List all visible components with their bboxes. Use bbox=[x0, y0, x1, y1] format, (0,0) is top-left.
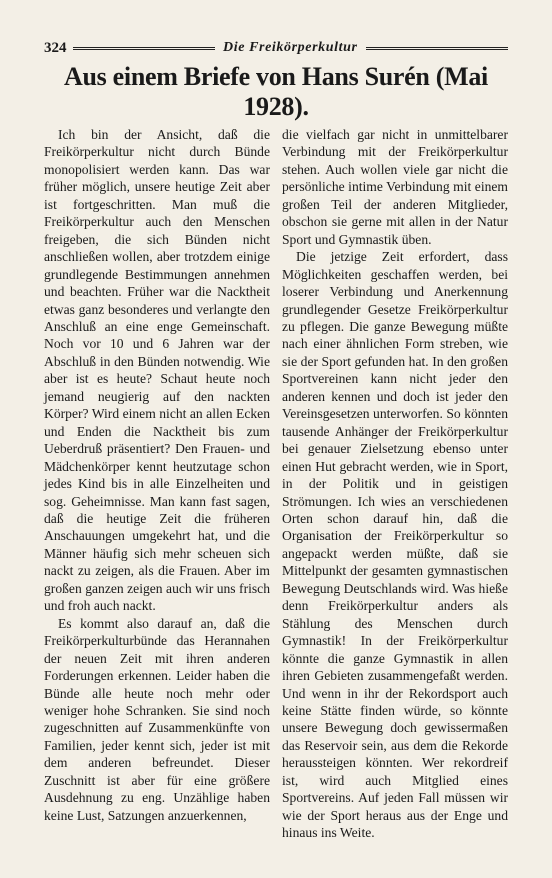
paragraph: die vielfach gar nicht in unmittelbarer Verbindung mit der Freikörperkultur stehen. Auch wollen viele gar nicht die persönliche intime Verbindung mit einem großen Teil der anderen Mitglieder, obschon sie gerne mit allen in der Natur Sport und Gymnastik üben. bbox=[282, 127, 508, 247]
left-column bbox=[44, 126, 270, 842]
paragraph: Es kommt also darauf an, daß die Freikörperkulturbünde das Herannahen der neuen Zeit mit ihren anderen Forderungen erkennen. Leider haben die Bünde alle heute noch mehr oder weniger hohe Schranken. Sie sind noch zugeschnitten auf Zusammenkünfte von Familien, jeder kennt sich, jeder ist mit dem anderen befreundet. Dieser Zuschnitt ist aber für eine größere Ausdehnung zu eng. Unzählige haben keine Lust, Satzungen anzuerkennen, bbox=[44, 615, 270, 823]
header-rule-right bbox=[366, 47, 509, 50]
article-body bbox=[44, 126, 508, 842]
running-head bbox=[44, 38, 508, 58]
paragraph: Ich bin der Ansicht, daß die Freikörperkultur nicht durch Bünde monopolisiert werden kann. Das war früher möglich, unsere heutige Zeit aber ist fortgeschritten. Man muß die Freikörperkultur auch den Menschen freigeben, die sich Bünden nicht anschließen wollen, aber trotzdem einige grundlegende Bestimmungen annehmen und beachten. Früher war die Nacktheit etwas ganz besonderes und verlangte den Anschluß an eine enge Gemeinschaft. Noch vor 10 und 6 Jahren war der Abschluß in den Bünden notwendig. Wie aber ist es heute? Schaut heute noch jemand neugierig auf den nackten Körper? Wird einem nicht an allen Ecken und Enden die Nacktheit bis zum Ueberdruß präsentiert? Den Frauen- und Mädchenkörper kennt heutzutage schon jedes Kind bis in alle Einzelheiten und sog. Geheimnisse. Man kann fast sagen, daß die heutige Zeit die früheren Anschauungen umgekehrt hat, und die Männer häufig sich mehr scheuen sich nackt zu zeigen, als die Frauen. Aber im großen ganzen zeigen auch wir uns frisch und froh auch nackt. bbox=[44, 127, 270, 614]
page-number: 324 bbox=[44, 39, 67, 56]
right-column bbox=[282, 126, 508, 842]
article-title: Aus einem Briefe von Hans Surén (Mai 1928). bbox=[64, 62, 488, 121]
header-rule-left bbox=[73, 47, 216, 50]
paragraph: Die jetzige Zeit erfordert, dass Möglichkeiten geschaffen werden, bei loserer Verbindung und Anerkennung grundlegender Gesetze Freikörperkultur zu pflegen. Die ganze Bewegung müßte nach einer ähnlichen Form streben, wie sie der Sport gefunden hat. In den großen Sportvereinen kann nicht jeder den anderen kennen und doch ist jeder den Vereinsgesetzen unterworfen. So könnten tausende Anhänger der Freikörperkultur bei genauer Zielsetzung ebenso unter einen Hut gebracht werden, wie in Sport, in der Politik und in geistigen Strömungen. Ich wies an verschiedenen Orten schon darauf hin, daß die Organisation der Freikörperkultur so angepackt werden müßte, daß sie Mittelpunkt der gesamten gymnastischen Bewegung Deutschlands wird. Was hieße denn Freikörperkultur anders als Stählung des Menschen durch Gymnastik! In der Freikörperkultur könnte die ganze Gymnastik in allen ihren Gebieten zusammengefaßt werden. Und wenn in ihr der Rekordsport auch keine Stätte finden würde, so könnte unsere Bewegung doch gewissermaßen das Reservoir sein, aus dem die Rekorde heraussteigen könnten. Wer rekordreif ist, wird auch Mitglied eines Sportvereins. Auf jeden Fall müssen wir wie der Sport heraus aus der Enge und hinaus ins Weite. bbox=[282, 249, 508, 841]
journal-name: Die Freikörperkultur bbox=[223, 40, 358, 55]
